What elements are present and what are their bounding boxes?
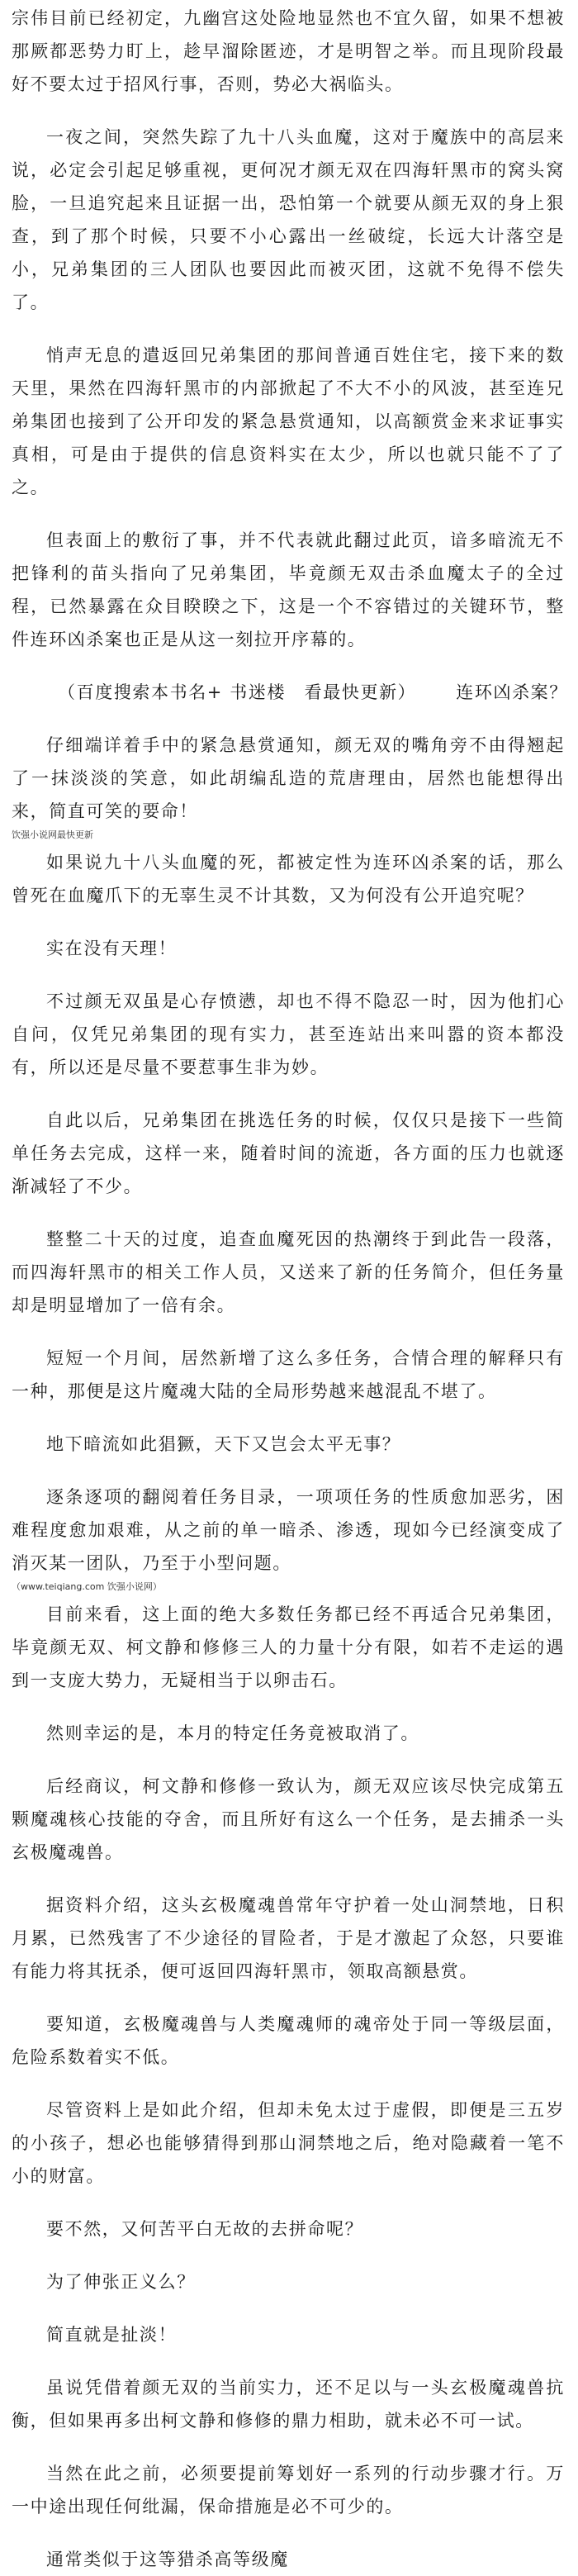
paragraph: 为了伸张正义么？ bbox=[46, 2272, 196, 2292]
site-watermark: （www.teiqiang.com 饮强小说网） bbox=[12, 1581, 162, 1592]
paragraph: 然则幸运的是，本月的特定任务竟被取消了。 bbox=[46, 1723, 419, 1743]
paragraph: 实在没有天理！ bbox=[46, 939, 178, 958]
paragraph: 地下暗流如此猖獗，天下又岂会太平无事？ bbox=[46, 1434, 401, 1454]
paragraph: 但表面上的敷衍了事，并不代表就此翻过此页，谙多暗流无不把锋利的苗头指向了兄弟集团，毕竟颜无双击杀血魔太子的全过程，已然暴露在众目睽睽之下，这是一个不容错过的关键环节，整件连环凶杀案也正是从这一刻拉开序幕的。 bbox=[12, 530, 565, 649]
paragraph: 后经商议，柯文静和修修一致认为，颜无双应该尽快完成第五颗魔魂核心技能的夺舍，而且所好有这么一个任务，是去捕杀一头玄极魔魂兽。 bbox=[12, 1776, 565, 1862]
paragraph: 如果说九十八头血魔的死，都被定性为连环凶杀案的话，那么曾死在血魔爪下的无辜生灵不计其数，又为何没有公开追究呢？ bbox=[12, 853, 565, 905]
paragraph: 要知道，玄极魔魂兽与人类魔魂师的魂帝处于同一等级层面，危险系数着实不低。 bbox=[12, 2014, 565, 2067]
paragraph: 目前来看，这上面的绝大多数任务都已经不再适合兄弟集团，毕竟颜无双、柯文静和修修三人的力量十分有限，如若不走运的遇到一支庞大势力，无疑相当于以卵击石。 bbox=[12, 1604, 565, 1690]
paragraph: 宗伟目前已经初定，九幽宫这处险地显然也不宜久留，如果不想被那厥都恶势力盯上，趁早溜除匿迹，才是明智之举。而且现阶段最好不要太过于招风行事，否则，势必大祸临头。 bbox=[12, 8, 565, 94]
paragraph: 悄声无息的遣返回兄弟集团的那间普通百姓住宅，接下来的数天里，果然在四海轩黑市的内部掀起了不大不小的风波，甚至连兄弟集团也接到了公开印发的紧急悬赏通知，以高额赏金来求证事实真相，可是由于提供的信息资料实在太少，所以也就只能不了了之。 bbox=[12, 345, 565, 497]
paragraph: 要不然，又何苦平白无故的去拼命呢？ bbox=[46, 2219, 364, 2239]
paragraph: 据资料介绍，这头玄极魔魂兽常年守护着一处山洞禁地，日积月累，已然残害了不少途径的冒险者，于是才激起了众怒，只要谁有能力将其抚杀，便可返回四海轩黑市，领取高额悬赏。 bbox=[12, 1895, 565, 1981]
paragraph: 逐条逐项的翻阅着任务目录，一项项任务的性质愈加恶劣，困难程度愈加艰难，从之前的单一暗杀、渗透，现如今已经演变成了消灭某一团队，乃至于小型问题。 bbox=[12, 1487, 565, 1573]
paragraph: 虽说凭借着颜无双的当前实力，还不足以与一头玄极魔魂兽抗衡，但如果再多出柯文静和修修的鼎力相助，就未必不可一试。 bbox=[12, 2378, 565, 2431]
paragraph: 尽管资料上是如此介绍，但却未免太过于虚假，即便是三五岁的小孩子，想必也能够猜得到那山洞禁地之后，绝对隐藏着一笔不小的财富。 bbox=[12, 2100, 565, 2186]
chapter-page bbox=[0, 2, 578, 2569]
paragraph: 一夜之间，突然失踪了九十八头血魔，这对于魔族中的高层来说，必定会引起足够重视，更何况才颜无双在四海轩黑市的窝头窝脸，一旦追究起来且证据一出，恐怕第一个就要从颜无双的身上狠查，到了那个时候，只要不小心露出一丝破绽，长远大计落空是小，兄弟集团的三人团队也要因此而被灭团，这就不免得不偿失了。 bbox=[12, 127, 565, 312]
site-watermark: 饮强小说网最快更新 bbox=[12, 829, 93, 840]
paragraph: 不过颜无双虽是心存愤懑，却也不得不隐忍一时，因为他扪心自问，仅凭兄弟集团的现有实力，甚至连站出来叫嚣的资本都没有，所以还是尽量不要惹事生非为妙。 bbox=[12, 991, 565, 1077]
paragraph: 自此以后，兄弟集团在挑选任务的时候，仅仅只是接下一些简单任务去完成，这样一来，随着时间的流逝，各方面的压力也就逐渐减轻了不少。 bbox=[12, 1110, 565, 1196]
paragraph: 通常类似于这等猎杀高等级魔 bbox=[46, 2550, 289, 2569]
paragraph: 短短一个月间，居然新增了这么多任务，合情合理的解释只有一种，那便是这片魔魂大陆的全局形势越来越混乱不堪了。 bbox=[12, 1348, 565, 1401]
paragraph: 仔细端详着手中的紧急悬赏通知，颜无双的嘴角旁不由得翘起了一抹淡淡的笑意，如此胡编乱造的荒唐理由，居然也能想得出来，简直可笑的要命！ bbox=[12, 735, 565, 821]
promo-line bbox=[12, 676, 568, 709]
paragraph: 简直就是扯淡！ bbox=[46, 2325, 178, 2345]
promo-tail-text: 连环凶杀案？ bbox=[456, 682, 568, 702]
paragraph: 整整二十天的过度，追查血魔死因的热潮终于到此告一段落，而四海轩黑市的相关工作人员，又送来了新的任务简介，但任务量却是明显增加了一倍有余。 bbox=[12, 1229, 565, 1315]
search-hint-text: （百度搜索本书名+ 书迷楼 看最快更新） bbox=[58, 682, 417, 702]
paragraph: 当然在此之前，必须要提前筹划好一系列的行动步骤才行。万一中途出现任何纰漏，保命措施是必不可少的。 bbox=[12, 2464, 565, 2517]
